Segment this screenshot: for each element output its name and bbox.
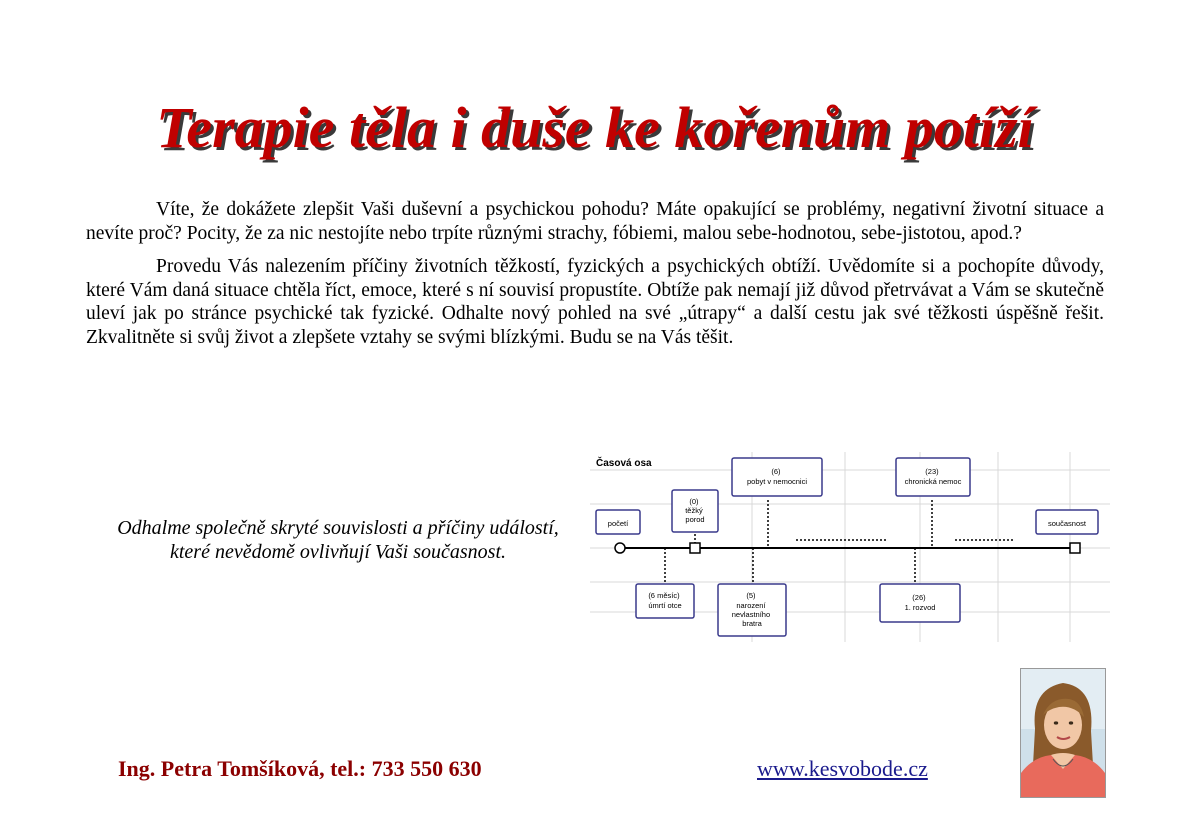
portrait-photo [1020,668,1106,798]
paragraph-1: Víte, že dokážete zlepšit Vaši duševní a psychickou pohodu? Máte opakující se problémy, negativní životní situace a nevíte proč? Pocity, že za nic nestojíte nebo trpíte různými strachy, fóbiemi, malou sebe-hodnotou, sebe-jistotou, apod.? [86,199,1104,244]
timeline-diagram [590,452,1110,642]
event-birth-text: (0) těžký porod [685,497,705,524]
page-title: Terapie těla i duše ke kořenům potíží [156,95,1034,160]
event-father-text: (6 měsíc) úmrtí otce [648,591,682,610]
timeline-end-marker [1070,543,1080,553]
timeline-end-label: současnost [1048,519,1086,528]
event-divorce-text: (26) 1. rozvod [904,593,936,612]
event-chronic-text: (23) chronická nemoc [904,467,962,486]
timeline-start-label: početí [607,519,629,528]
contact-info: Ing. Petra Tomšíková, tel.: 733 550 630 [118,756,482,781]
website-link[interactable]: www.kesvobode.cz [757,756,928,781]
portrait-image [1021,669,1105,797]
event-brother-text: (5) narození nevlastního bratra [731,591,771,628]
timeline-heading: Časová osa [596,458,652,469]
timeline-marker-birth [690,543,700,553]
quote-text: Odhalme společně skryté souvislosti a příčiny událostí, které nevědomě ovlivňují Vaši současnost. [117,517,559,563]
event-hospital-text: (6) pobyt v nemocnici [746,467,808,486]
paragraph-2: Provedu Vás nalezením příčiny životních těžkostí, fyzických a psychických obtíží. Uvědomíte si a pochopíte důvody, které Vám daná situace chtěla říct, emoce, které s ní souvisí propustíte. Obtíže pak nemají již důvod přetrvávat a Vám se skutečně uleví jak po stránce psychické tak fyzické. Odhalte nový pohled na své „útrapy“ a další cestu jak své těžkosti úspěšně řešit. Zkvalitněte si svůj život a zlepšete vztahy se svými blízkými. Budu se na Vás těšit. [86,256,1104,348]
intro-text [86,198,1104,359]
timeline-start-marker [615,543,625,553]
